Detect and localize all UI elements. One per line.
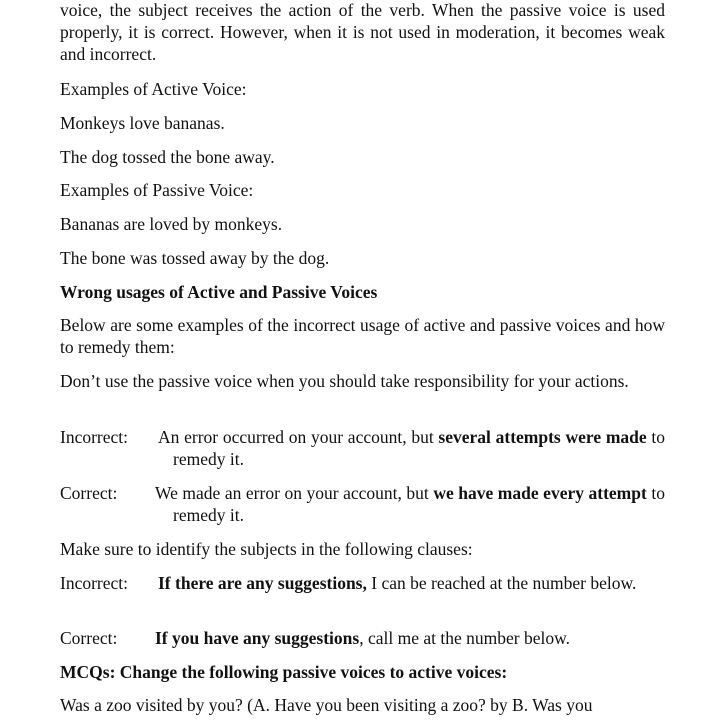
text: An error occurred on your account, but	[158, 427, 439, 447]
correct-label: Correct:	[60, 483, 118, 503]
rule-responsibility: Don’t use the passive voice when you should take responsibility for your actions.	[60, 371, 629, 391]
bold-text: several attempts were made	[438, 427, 647, 447]
section-heading: Wrong usages of Active and Passive Voices	[60, 282, 378, 302]
intro-paragraph: voice, the subject receives the action of the verb. When the passive voice is used properly, it is correct. However, when it is not used in moderation, it becomes weak and incorrect.	[60, 0, 665, 64]
mcq-heading: MCQs: Change the following passive voices to active voices:	[60, 662, 508, 682]
text: We made an error on your account, but	[155, 483, 434, 503]
rule-subjects: Make sure to identify the subjects in the following clauses:	[60, 539, 473, 559]
active-example: The dog tossed the bone away.	[60, 147, 275, 167]
active-heading: Examples of Active Voice:	[60, 79, 247, 99]
passive-example: The bone was tossed away by the dog.	[60, 248, 330, 268]
wrong-intro: Below are some examples of the incorrect usage of active and passive voices and how to remedy them:	[60, 315, 665, 357]
text: to remedy it.	[173, 483, 665, 525]
incorrect-label: Incorrect:	[60, 427, 129, 447]
example-incorrect	[60, 572, 665, 594]
text: to remedy it.	[173, 427, 665, 469]
text: , call me at the number below.	[359, 628, 570, 648]
active-example: Monkeys love bananas.	[60, 113, 225, 133]
example-incorrect	[60, 426, 665, 470]
bold-text: If you have any suggestions	[155, 628, 360, 648]
example-correct	[60, 627, 665, 649]
incorrect-label: Incorrect:	[60, 573, 129, 593]
passive-example: Bananas are loved by monkeys.	[60, 214, 283, 234]
mcq-question: Was a zoo visited by you? (A. Have you been visiting a zoo? by B. Was you	[60, 695, 593, 715]
passive-heading: Examples of Passive Voice:	[60, 180, 254, 200]
text: I can be reached at the number below.	[366, 573, 637, 593]
example-correct	[60, 482, 665, 526]
bold-text: we have made every attempt	[433, 483, 647, 503]
bold-text: If there are any suggestions,	[158, 573, 367, 593]
correct-label: Correct:	[60, 628, 118, 648]
